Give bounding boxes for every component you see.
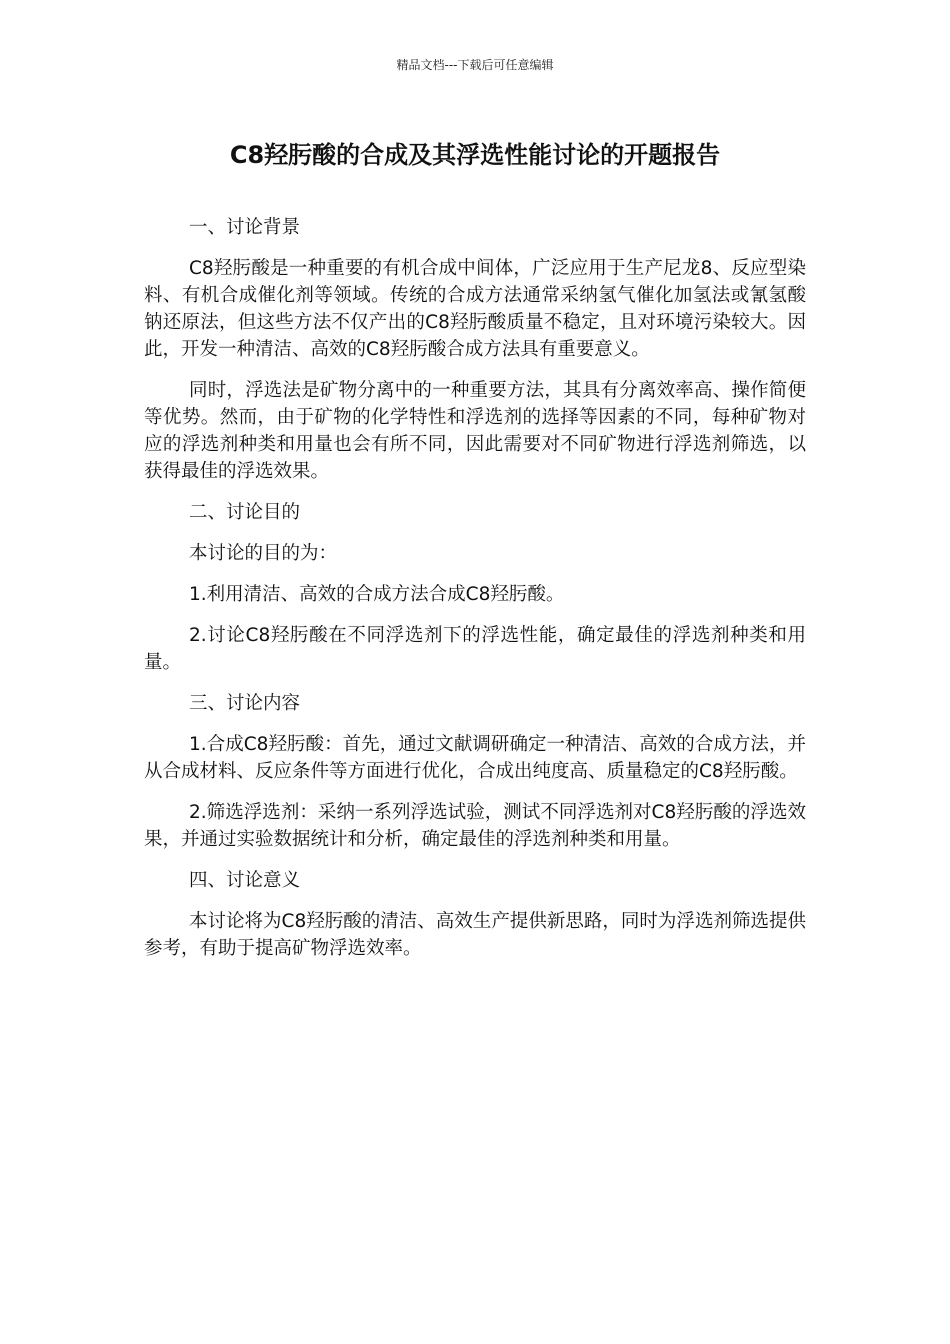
- section-heading-significance: 四、讨论意义: [189, 870, 301, 891]
- paragraph-background-2: 同时，浮选法是矿物分离中的一种重要方法，其具有分离效率高、操作简便等优势。然而，由于矿物的化学特性和浮选剂的选择等因素的不同，每种矿物对应的浮选剂种类和用量也会有所不同，因此需要对不同矿物进行浮选剂筛选，以获得最佳的浮选效果。: [144, 380, 806, 482]
- section-heading-content: 三、讨论内容: [189, 693, 301, 714]
- list-item-purpose-1: 1.利用清洁、高效的合成方法合成C8羟肟酸。: [189, 584, 565, 605]
- section-heading-background: 一、讨论背景: [189, 217, 301, 238]
- section-heading-purpose: 二、讨论目的: [189, 502, 301, 523]
- paragraph-purpose-intro: 本讨论的目的为：: [189, 543, 338, 564]
- page-header-note: 精品文档---下载后可任意编辑: [396, 58, 554, 72]
- list-item-purpose-2: 2.讨论C8羟肟酸在不同浮选剂下的浮选性能，确定最佳的浮选剂种类和用量。: [144, 625, 806, 673]
- list-item-content-2: 2.筛选浮选剂：采纳一系列浮选试验，测试不同浮选剂对C8羟肟酸的浮选效果，并通过实验数据统计和分析，确定最佳的浮选剂种类和用量。: [144, 802, 806, 850]
- list-item-content-1: 1.合成C8羟肟酸：首先，通过文献调研确定一种清洁、高效的合成方法，并从合成材料、反应条件等方面进行优化，合成出纯度高、质量稳定的C8羟肟酸。: [144, 734, 806, 782]
- paragraph-background-1: C8羟肟酸是一种重要的有机合成中间体，广泛应用于生产尼龙8、反应型染料、有机合成催化剂等领域。传统的合成方法通常采纳氢气催化加氢法或氰氢酸钠还原法，但这些方法不仅产出的C8羟肟酸质量不稳定，且对环境污染较大。因此，开发一种清洁、高效的C8羟肟酸合成方法具有重要意义。: [144, 258, 806, 360]
- document-body: [144, 214, 806, 976]
- document-title: C8羟肟酸的合成及其浮选性能讨论的开题报告: [229, 141, 721, 169]
- paragraph-significance: 本讨论将为C8羟肟酸的清洁、高效生产提供新思路，同时为浮选剂筛选提供参考，有助于提高矿物浮选效率。: [144, 911, 806, 959]
